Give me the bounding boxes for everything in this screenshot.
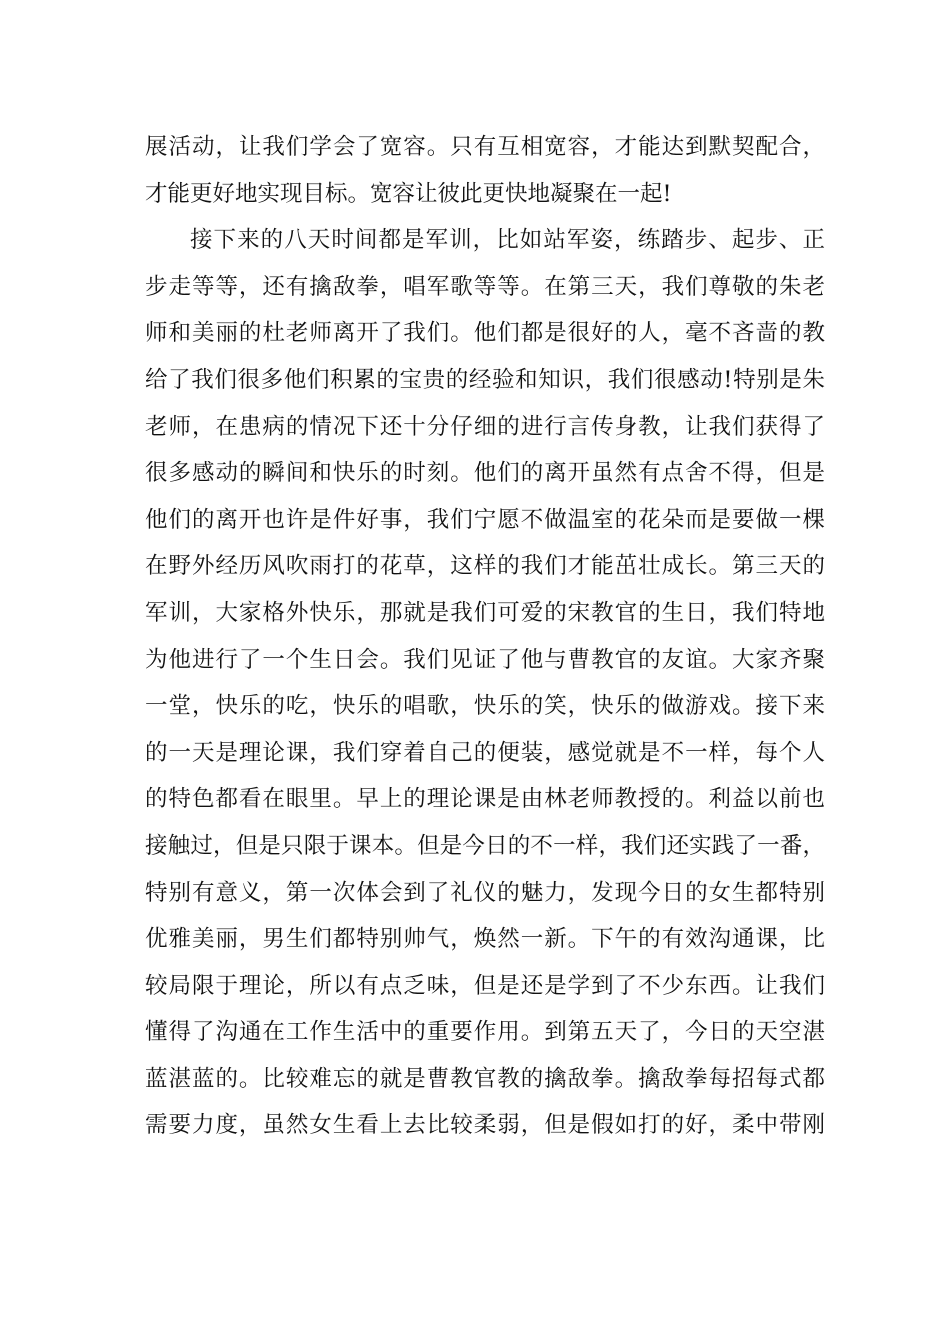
text-line: 较局限于理论，所以有点乏味，但是还是学到了不少东西。让我们 [145, 972, 825, 999]
text-line: 需要力度，虽然女生看上去比较柔弱，但是假如打的好，柔中带刚 [145, 1112, 825, 1139]
text-line: 才能更好地实现目标。宽容让彼此更快地凝聚在一起! [145, 180, 672, 207]
text-line: 在野外经历风吹雨打的花草，这样的我们才能茁壮成长。第三天的 [145, 553, 825, 580]
text-line: 很多感动的瞬间和快乐的时刻。他们的离开虽然有点舍不得，但是 [145, 460, 825, 487]
text-line: 步走等等，还有擒敌拳，唱军歌等等。在第三天，我们尊敬的朱老 [145, 273, 825, 300]
text-line: 他们的离开也许是件好事，我们宁愿不做温室的花朵而是要做一棵 [145, 506, 825, 533]
text-line: 蓝湛蓝的。比较难忘的就是曹教官教的擒敌拳。擒敌拳每招每式都 [145, 1065, 825, 1092]
text-line: 师和美丽的杜老师离开了我们。他们都是很好的人，毫不吝啬的教 [145, 320, 825, 347]
text-line: 懂得了沟通在工作生活中的重要作用。到第五天了，今日的天空湛 [145, 1019, 825, 1046]
text-line: 一堂，快乐的吃，快乐的唱歌，快乐的笑，快乐的做游戏。接下来 [145, 693, 825, 720]
text-line: 特别有意义，第一次体会到了礼仪的魅力，发现今日的女生都特别 [145, 879, 825, 906]
text-line: 展活动，让我们学会了宽容。只有互相宽容，才能达到默契配合， [145, 134, 825, 160]
text-line: 的一天是理论课，我们穿着自己的便装，感觉就是不一样，每个人 [145, 739, 825, 766]
text-line: 老师，在患病的情况下还十分仔细的进行言传身教，让我们获得了 [145, 413, 825, 440]
body-text [145, 124, 825, 1149]
text-line: 军训，大家格外快乐，那就是我们可爱的宋教官的生日，我们特地 [145, 599, 825, 626]
text-line: 优雅美丽，男生们都特别帅气，焕然一新。下午的有效沟通课，比 [145, 926, 825, 953]
text-line: 接下来的八天时间都是军训，比如站军姿，练踏步、起步、正 [190, 227, 825, 254]
text-line: 接触过，但是只限于课本。但是今日的不一样，我们还实践了一番， [145, 832, 825, 859]
text-line: 为他进行了一个生日会。我们见证了他与曹教官的友谊。大家齐聚 [145, 646, 825, 673]
text-line: 给了我们很多他们积累的宝贵的经验和知识，我们很感动!特别是朱 [145, 366, 825, 393]
text-line: 的特色都看在眼里。早上的理论课是由林老师教授的。利益以前也 [145, 786, 825, 813]
